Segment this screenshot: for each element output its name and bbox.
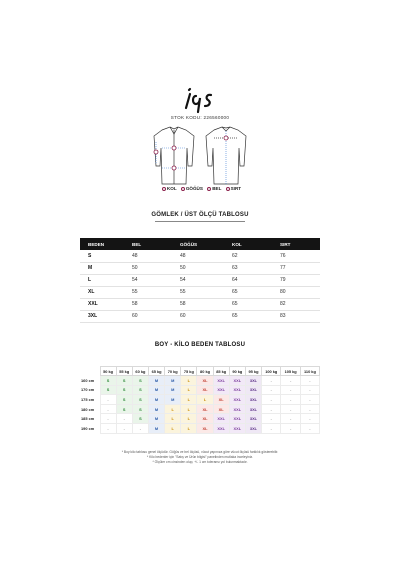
size-cell: - [100,395,116,405]
weight-header: 95 kg [245,367,261,376]
table-cell: 82 [272,298,320,310]
size-cell: - [281,385,300,395]
size-cell: L [181,395,197,405]
table-cell: 76 [272,250,320,262]
table-cell: 79 [272,274,320,286]
size-cell: L [181,414,197,424]
table-cell: 62 [224,250,272,262]
size-cell: - [300,385,319,395]
size-cell: 3XL [245,404,261,414]
size-cell: S [116,404,132,414]
table-row [80,385,320,395]
size-cell: - [300,376,319,386]
size-cell: M [148,404,164,414]
size-cell: - [100,404,116,414]
table-row [80,298,320,310]
table-cell: 65 [224,310,272,322]
size-cell: M [165,376,181,386]
size-cell: L [181,376,197,386]
size-cell: - [300,395,319,405]
size-label: XL [80,286,124,298]
weight-header: 60 kg [132,367,148,376]
table-cell: 65 [224,298,272,310]
table-cell: 77 [272,262,320,274]
size-cell: - [281,414,300,424]
size-cell: 3XL [245,414,261,424]
title-divider [155,221,245,222]
table-cell: 58 [172,298,224,310]
kilo-table-title: BOY - KİLO BEDEN TABLOSU [154,342,246,348]
height-label: 160 cm [81,377,95,383]
size-cell: - [300,414,319,424]
weight-header: 70 kg [165,367,181,376]
size-cell: 3XL [245,423,261,433]
table-cell: 65 [224,286,272,298]
size-label: M [80,262,124,274]
size-cell: S [132,385,148,395]
size-cell: XXL [229,404,245,414]
footnote: * Boy kilo tablosu genel ölçüdür. Göğüs ve bel ölçüsü, vücut yapınıza göre vücut ölçüsü farklılık gösterebilir. [121,450,279,454]
table-cell: 58 [124,298,172,310]
size-cell: M [148,376,164,386]
table-cell: 80 [272,286,320,298]
size-table-title: GÖMLEK / ÜST ÖLÇÜ TABLOSU [151,212,249,218]
table-cell: 60 [172,310,224,322]
size-cell: XXL [229,414,245,424]
bel-marker-icon [207,187,211,191]
size-cell: L [181,404,197,414]
size-cell: - [132,423,148,433]
table-row [80,395,320,405]
height-label: 175 cm [81,396,95,402]
size-table [80,238,320,323]
kol-marker-icon [162,187,166,191]
size-cell: L [181,423,197,433]
legend-kol: KOL [166,186,177,191]
size-cell: S [100,385,116,395]
height-label: 170 cm [81,387,95,393]
footnote: * Kilo bedenler için "Satış ve Ürün bilgisi" panelinden mutlaka inceleyiniz. [146,455,254,459]
corner-cell [80,367,100,376]
weight-header: 75 kg [181,367,197,376]
table-cell: 48 [172,250,224,262]
size-cell: - [281,423,300,433]
size-cell: - [100,414,116,424]
table-cell: 54 [124,274,172,286]
size-cell: S [116,395,132,405]
height-label: 185 cm [81,416,95,422]
height-label: 190 cm [81,425,95,431]
table-cell: 63 [224,262,272,274]
col-header: BEL [124,238,172,250]
size-cell: S [116,385,132,395]
table-cell: 54 [172,274,224,286]
size-cell: XL [197,376,213,386]
size-cell: - [281,404,300,414]
col-header: GÖĞÜS [172,238,224,250]
size-cell: M [148,385,164,395]
col-header: SIRT [272,238,320,250]
size-cell: - [262,376,281,386]
size-cell: XL [197,404,213,414]
size-cell: XL [213,404,229,414]
table-row [80,310,320,322]
size-cell: XXL [229,423,245,433]
weight-header: 105 kg [281,367,300,376]
size-label: 3XL [80,310,124,322]
size-cell: S [132,414,148,424]
weight-header: 50 kg [100,367,116,376]
weight-header: 80 kg [197,367,213,376]
legend-bel: BEL [212,186,222,191]
table-cell: 60 [124,310,172,322]
size-label: S [80,250,124,262]
size-cell: S [132,376,148,386]
weight-header: 85 kg [213,367,229,376]
size-cell: XL [213,395,229,405]
weight-header: 65 kg [148,367,164,376]
size-cell: 3XL [245,385,261,395]
size-cell: XL [197,385,213,395]
size-cell: M [148,395,164,405]
size-cell: L [165,404,181,414]
size-cell: 3XL [245,395,261,405]
size-cell: - [116,423,132,433]
measure-legend [0,186,400,191]
kilo-table-header [80,367,320,376]
table-row [80,423,320,433]
weight-header: 110 kg [300,367,319,376]
footnote: * Ölçüler cm cinsinden olup, +/- 1 cm toleransı yol bulunmaktadır. [152,460,248,464]
size-cell: - [281,395,300,405]
size-cell: - [281,376,300,386]
table-row [80,286,320,298]
size-cell: XXL [229,385,245,395]
table-row [80,414,320,424]
size-cell: S [116,376,132,386]
size-cell: - [300,423,319,433]
stock-code: STOK KODU: 226560000 [170,115,230,120]
table-cell: 50 [172,262,224,274]
weight-header: 100 kg [262,367,281,376]
sirt-marker-icon [226,187,230,191]
size-cell: M [148,414,164,424]
legend-sirt: SIRT [230,186,242,191]
size-cell: - [100,423,116,433]
brand-logo [180,86,220,114]
size-cell: L [181,385,197,395]
size-cell: XL [197,414,213,424]
table-row [80,262,320,274]
gogus-marker-icon [181,187,185,191]
weight-header: 90 kg [229,367,245,376]
size-cell: XXL [229,376,245,386]
size-cell: - [300,404,319,414]
size-cell: M [148,423,164,433]
table-cell: 83 [272,310,320,322]
size-cell: M [165,395,181,405]
table-cell: 48 [124,250,172,262]
size-cell: S [132,395,148,405]
legend-gogus: GÖĞÜS [185,186,203,191]
size-cell: - [262,385,281,395]
size-cell: M [165,385,181,395]
size-cell: 3XL [245,376,261,386]
table-row [80,274,320,286]
table-cell: 50 [124,262,172,274]
size-cell: XXL [213,423,229,433]
table-row [80,404,320,414]
kilo-table [80,366,320,434]
size-cell: - [262,395,281,405]
size-cell: XXL [213,376,229,386]
size-cell: XL [197,423,213,433]
size-cell: XXL [213,385,229,395]
size-label: L [80,274,124,286]
size-table-header [80,238,320,250]
size-cell: - [262,404,281,414]
table-cell: 55 [124,286,172,298]
size-cell: - [116,414,132,424]
table-row [80,250,320,262]
size-cell: - [262,423,281,433]
col-header: BEDEN [80,238,124,250]
table-cell: 64 [224,274,272,286]
height-label: 180 cm [81,406,95,412]
shirt-front-icon [154,127,194,184]
size-cell: S [132,404,148,414]
weight-header: 55 kg [116,367,132,376]
size-cell: XXL [213,414,229,424]
size-cell: XXL [229,395,245,405]
size-cell: L [197,395,213,405]
size-cell: L [165,423,181,433]
table-cell: 55 [172,286,224,298]
shirt-measure-diagram [148,126,252,188]
col-header: KOL [224,238,272,250]
table-row [80,376,320,386]
size-cell: - [262,414,281,424]
size-cell: L [165,414,181,424]
size-cell: S [100,376,116,386]
size-label: XXL [80,298,124,310]
